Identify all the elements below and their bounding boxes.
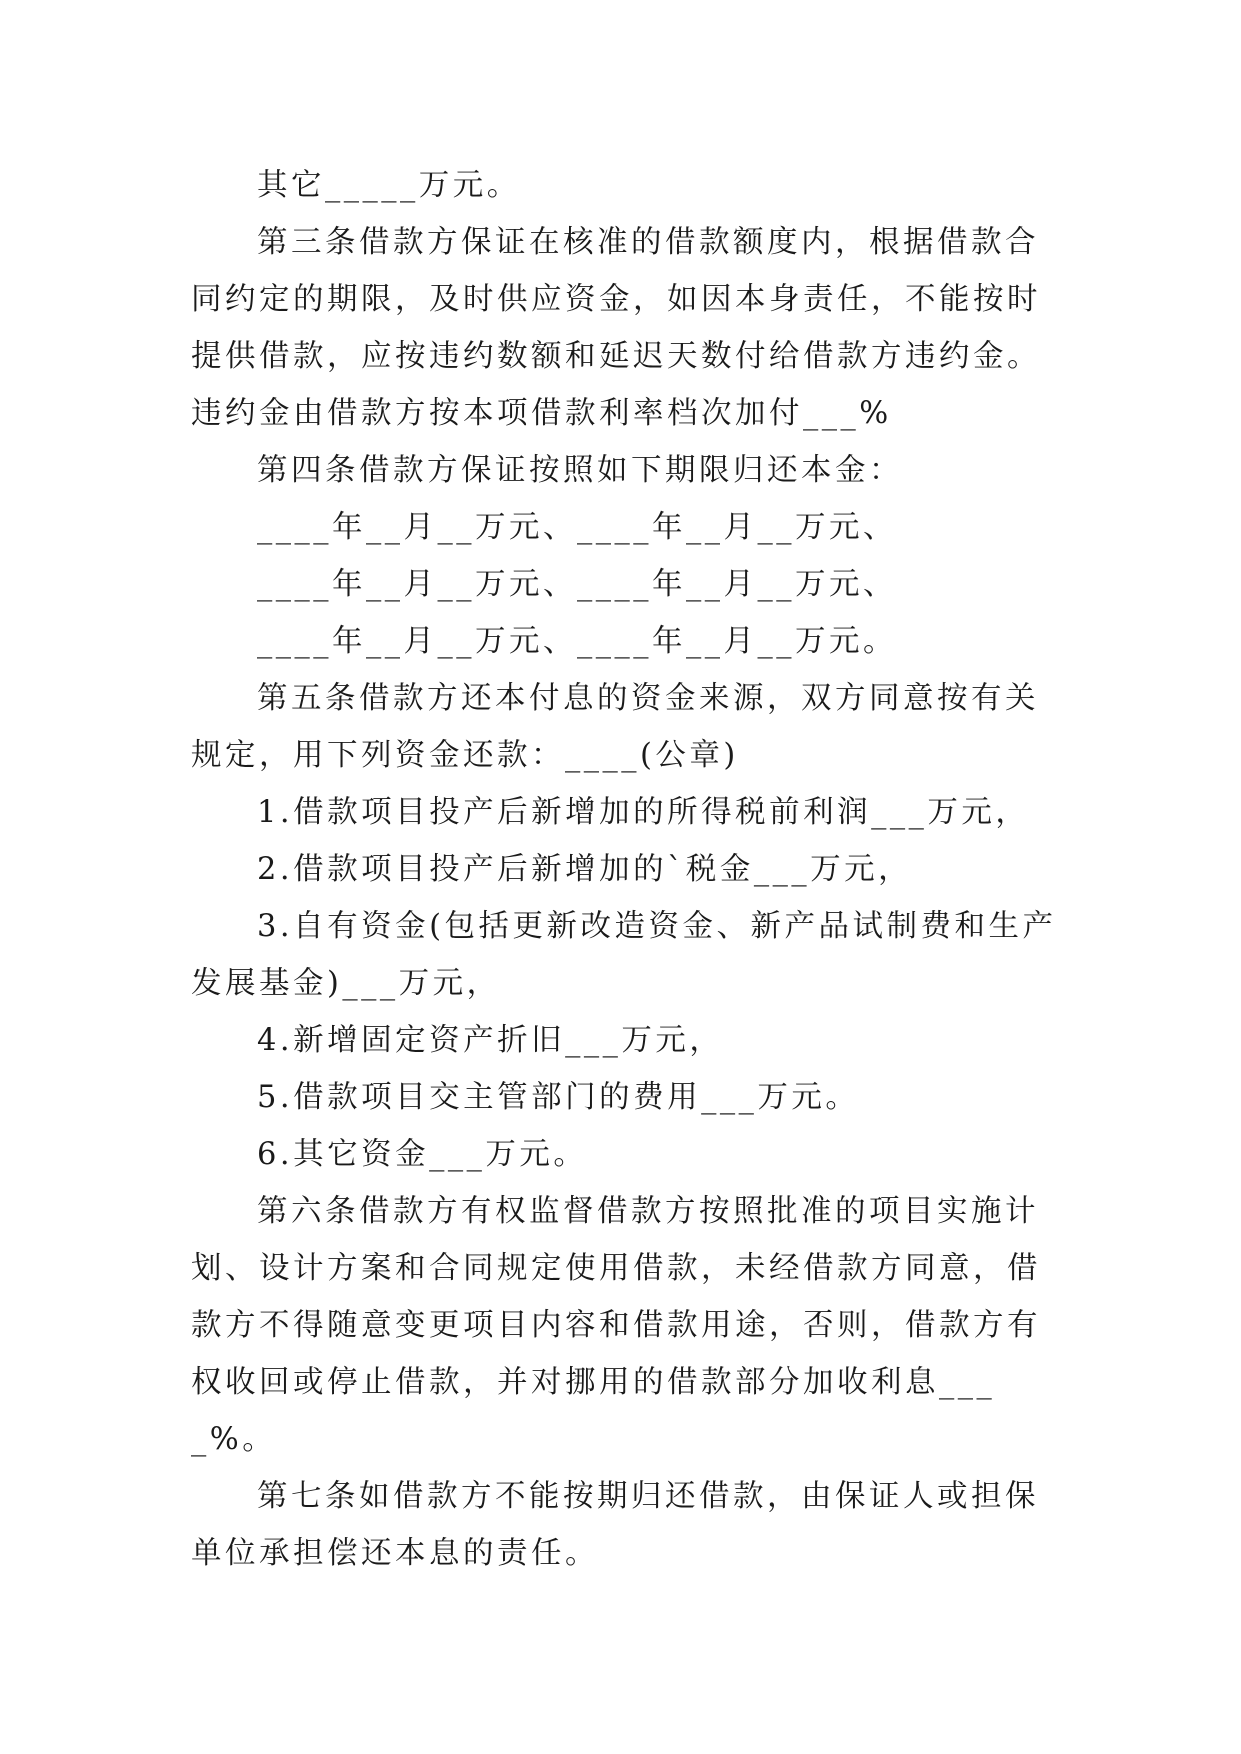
paragraph-article-3: 第三条借款方保证在核准的借款额度内，根据借款合同约定的期限，及时供应资金，如因本身责任，不能按时提供借款，应按违约数额和延迟天数付给借款方违约金。违约金由借款方按本项借款利率档次加付___%	[191, 225, 1041, 431]
document-body	[191, 157, 1057, 1582]
paragraph-article-4: 第四条借款方保证按照如下期限归还本金：	[257, 453, 903, 488]
repayment-schedule-line-3: ____年__月__万元、____年__月__万元。	[257, 624, 897, 659]
fund-source-item-5: 5.借款项目交主管部门的费用___万元。	[257, 1080, 860, 1115]
repayment-schedule-line-2: ____年__月__万元、____年__月__万元、	[257, 567, 897, 602]
fund-source-item-4: 4.新增固定资产折旧___万元，	[257, 1023, 724, 1058]
paragraph-other-amount: 其它_____万元。	[257, 168, 521, 203]
fund-source-item-2: 2.借款项目投产后新增加的`税金___万元，	[257, 852, 913, 887]
paragraph-article-6: 第六条借款方有权监督借款方按照批准的项目实施计划、设计方案和合同规定使用借款，未经借款方同意，借款方不得随意变更项目内容和借款用途，否则，借款方有权收回或停止借款，并对挪用的借款部分加收利息____%。	[191, 1194, 1041, 1457]
paragraph-article-7: 第七条如借款方不能按期归还借款，由保证人或担保单位承担偿还本息的责任。	[191, 1479, 1039, 1571]
fund-source-item-3: 3.自有资金(包括更新改造资金、新产品试制费和生产发展基金)___万元，	[191, 909, 1057, 1001]
paragraph-article-5: 第五条借款方还本付息的资金来源，双方同意按有关规定，用下列资金还款：____(公章)	[191, 681, 1039, 773]
fund-source-item-6: 6.其它资金___万元。	[257, 1137, 588, 1172]
repayment-schedule-line-1: ____年__月__万元、____年__月__万元、	[257, 510, 897, 545]
fund-source-item-1: 1.借款项目投产后新增加的所得税前利润___万元，	[257, 795, 1030, 830]
